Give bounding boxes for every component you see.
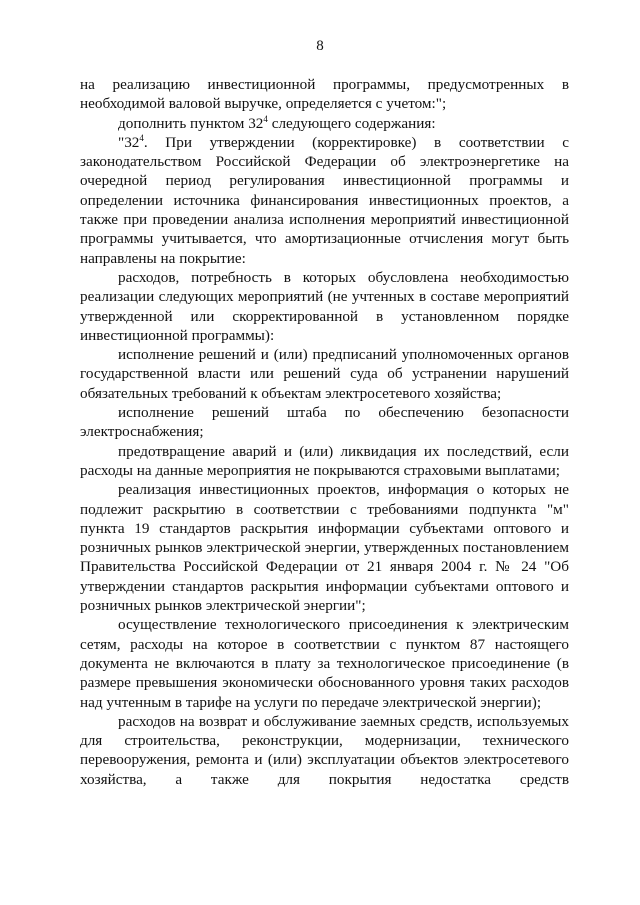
amendment-intro-sup: 4: [263, 113, 268, 124]
paragraph-point-32-4: [80, 133, 569, 268]
point-32-4-sup: 4: [139, 132, 144, 143]
paragraph-expenses: расходов, потребность в которых обусловлена необходимостью реализации следующих мероприятий (не учтенных в составе мероприятий утвержденной или скорректированной в установленном порядке инвестиционной программы):: [80, 268, 569, 344]
paragraph-item-investment-projects: реализация инвестиционных проектов, информация о которых не подлежит раскрытию в соответствии с требованиями подпункта "м" пункта 19 стандартов раскрытия информации субъектами оптового и розничных рынков электрической энергии, утвержденных постановлением Правительства Российской Федерации от 21 января 2004 г. № 24 "Об утверждении стандартов раскрытия информации субъектами оптового и розничных рынков электрической энергии";: [80, 481, 569, 615]
paragraph-item-orders: исполнение решений и (или) предписаний уполномоченных органов государственной власти или решений суда об устранении нарушений обязательных требований к объектам электросетевого хозяйства;: [80, 346, 569, 402]
amendment-intro-post: следующего содержания:: [267, 114, 436, 132]
paragraph-continuation: на реализацию инвестиционной программы, предусмотренных в необходимой валовой выручке, определяется с учетом:";: [80, 76, 569, 113]
point-32-4-post: . При утверждении (корректировке) в соответствии с законодательством Российской Федерации об электроэнергетике на очередной период регулирования инвестиционной программы и определении источника финансирования инвестиционных проектов, а также при проведении анализа исполнения мероприятий инвестиционной программы учитывается, что амортизационные отчисления могут быть направлены на покрытие:: [80, 133, 569, 267]
point-32-4-pre: "32: [118, 133, 140, 151]
paragraph-loans: расходов на возврат и обслуживание заемных средств, используемых для строительства, реконструкции, модернизации, технического перевооружения, ремонта и (или) эксплуатации объектов электросетевого хозяйства, а также для покрытия недостатка средств: [80, 712, 569, 788]
page-number: 8: [316, 38, 324, 54]
paragraph-item-grid-connection: осуществление технологического присоединения к электрическим сетям, расходы на которое в соответствии с пунктом 87 настоящего документа не включаются в плату за технологическое присоединение (в размере превышения экономически обоснованного уровня таких расходов над учтенным в тарифе на услуги по передаче электрической энергии);: [80, 616, 569, 711]
amendment-intro-pre: дополнить пунктом 32: [118, 114, 264, 132]
paragraph-item-accidents: предотвращение аварий и (или) ликвидация их последствий, если расходы на данные мероприятия не покрываются страховыми выплатами;: [80, 442, 569, 479]
paragraph-item-headquarters: исполнение решений штаба по обеспечению безопасности электроснабжения;: [80, 404, 569, 441]
document-body: [80, 75, 569, 789]
paragraph-amendment-intro: [80, 114, 569, 133]
